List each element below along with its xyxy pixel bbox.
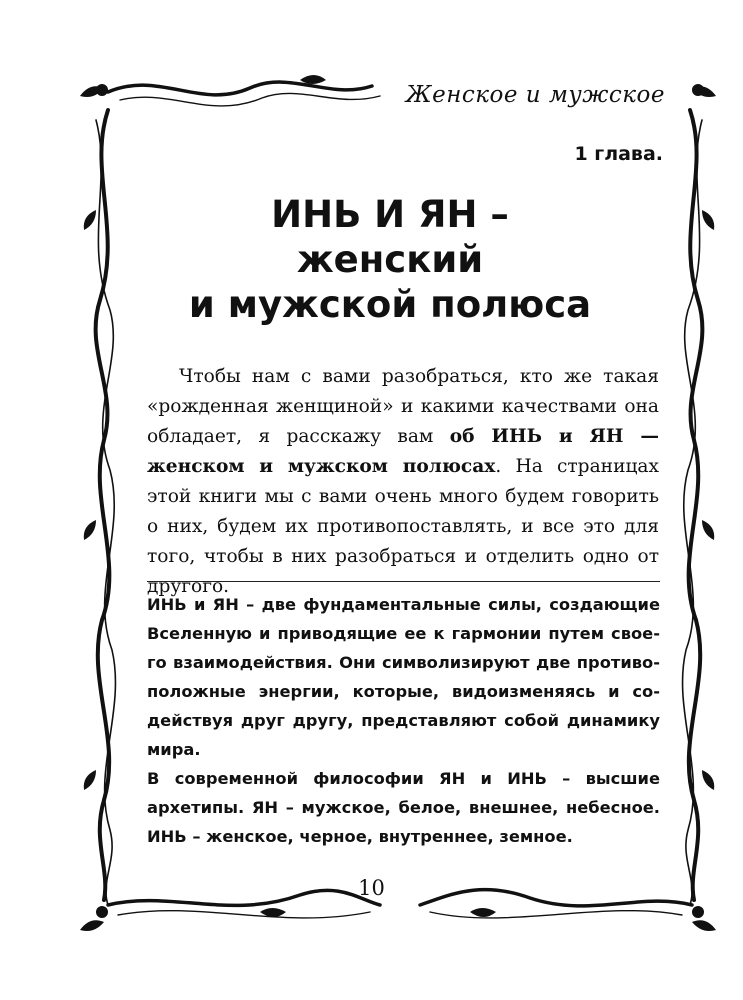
bottom-border-flourish-thin xyxy=(118,911,682,918)
running-head: Женское и мужское xyxy=(405,82,665,108)
intro-paragraph xyxy=(147,362,659,602)
chapter-title xyxy=(130,192,650,327)
highlight-box xyxy=(147,590,660,851)
chapter-title-line-3: и мужской полюса xyxy=(188,283,592,326)
right-border-flourish xyxy=(689,110,703,900)
chapter-title-line-2: женский xyxy=(296,238,484,281)
chapter-label: 1 глава. xyxy=(574,143,663,165)
top-border-flourish xyxy=(108,82,372,95)
page-number: 10 xyxy=(358,876,385,900)
highlight-paragraph-2: В современной философии ЯН и ИНЬ – высшие архетипы. ЯН – мужское, белое, внешнее, небесное. ИНЬ – женское, черное, внутреннее, земное. xyxy=(147,769,660,846)
intro-text-end: . На страницах этой книги мы с вами очень много будем говорить о них, будем их противопоставлять, и все это для того, чтобы в них разобраться и отделить одно от другого. xyxy=(147,456,659,597)
left-border-flourish xyxy=(96,110,110,900)
section-divider xyxy=(147,581,660,582)
intro-text-start: Чтобы нам с вами разобраться, кто же такая «рожденная женщиной» и какими качествами она обладает, я расскажу вам xyxy=(147,366,659,447)
intro-emphasis: об ИНЬ и ЯН — женском и мужском полюсах xyxy=(147,426,659,477)
top-border-flourish-thin xyxy=(120,93,380,105)
chapter-title-line-1: ИНЬ И ЯН – xyxy=(271,193,509,236)
highlight-paragraph-1: ИНЬ и ЯН – две фундаментальные силы, создающие Вселенную и приводящие ее к гармонии путем своего взаимодействия. Они символизируют две противоположные энергии, которые, видоизменяясь и содействуя друг другу, представляют собой динамику мира. xyxy=(147,595,660,759)
